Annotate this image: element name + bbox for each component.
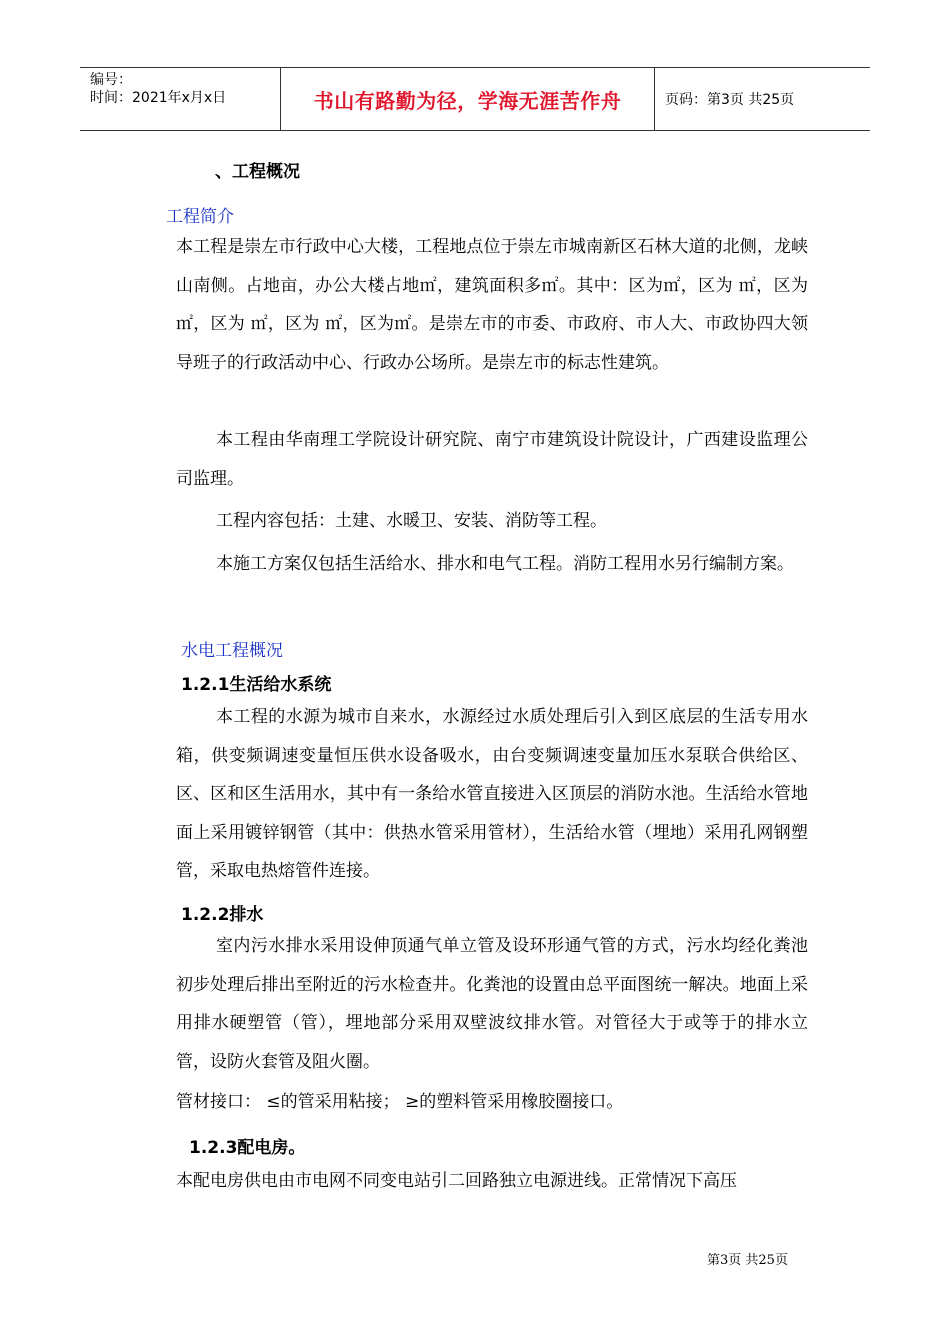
paragraph-project-intro: 本工程是崇左市行政中心大楼，工程地点位于崇左市城南新区石林大道的北侧，龙峡山南侧。占地亩，办公大楼占地㎡，建筑面积多㎡。其中：区为㎡，区为 ㎡，区为 ㎡，区为 ㎡，区为 ㎡，区为㎡。是崇左市的市委、市政府、市人大、市政协四大领导班子的行政活动中心、行政办公场所。是崇左市的标志性建筑。 — [176, 237, 808, 373]
page-header — [80, 67, 870, 131]
paragraph-designer: 本工程由华南理工学院设计研究院、南宁市建筑设计院设计，广西建设监理公司监理。 — [176, 430, 808, 489]
header-page-info: 页码：第3页 共25页 — [665, 92, 795, 108]
paragraph-plan-scope: 本施工方案仅包括生活给水、排水和电气工程。消防工程用水另行编制方案。 — [216, 554, 794, 574]
subsection-title-utilities: 水电工程概况 — [181, 641, 283, 661]
paragraph-scope: 工程内容包括：土建、水暖卫、安装、消防等工程。 — [216, 511, 607, 531]
subsection-title-project-intro: 工程简介 — [166, 207, 234, 227]
header-date: 时间：2021年x月x日 — [90, 90, 227, 106]
section-title: 、工程概况 — [215, 162, 300, 182]
heading-1-2-3: 1.2.3配电房。 — [189, 1138, 306, 1158]
heading-1-2-2: 1.2.2排水 — [181, 905, 264, 925]
header-motto: 书山有路勤为径，学海无涯苦作舟 — [281, 68, 655, 130]
heading-1-2-1: 1.2.1生活给水系统 — [181, 675, 332, 695]
paragraph-drainage: 室内污水排水采用设伸顶通气单立管及设环形通气管的方式，污水均经化粪池初步处理后排出至附近的污水检查井。化粪池的设置由总平面图统一解决。地面上采用排水硬塑管（管），埋地部分采用双壁波纹排水管。对管径大于或等于的排水立管，设防火套管及阻火圈。 — [176, 936, 808, 1072]
header-number-label: 编号： — [90, 72, 132, 88]
paragraph-power-room: 本配电房供电由市电网不同变电站引二回路独立电源进线。正常情况下高压 — [176, 1171, 737, 1191]
paragraph-pipe-joints: 管材接口： ≤的管采用粘接； ≥的塑料管采用橡胶圈接口。 — [176, 1092, 624, 1112]
paragraph-water-supply: 本工程的水源为城市自来水，水源经过水质处理后引入到区底层的生活专用水箱，供变频调速变量恒压供水设备吸水，由台变频调速变量加压水泵联合供给区、区、区和区生活用水，其中有一条给水管直接进入区顶层的消防水池。生活给水管地面上采用镀锌钢管（其中：供热水管采用管材），生活给水管（埋地）采用孔网钢塑管，采取电热熔管件连接。 — [176, 707, 808, 881]
page-footer: 第3页 共25页 — [707, 1253, 788, 1268]
header-meta — [80, 68, 281, 130]
